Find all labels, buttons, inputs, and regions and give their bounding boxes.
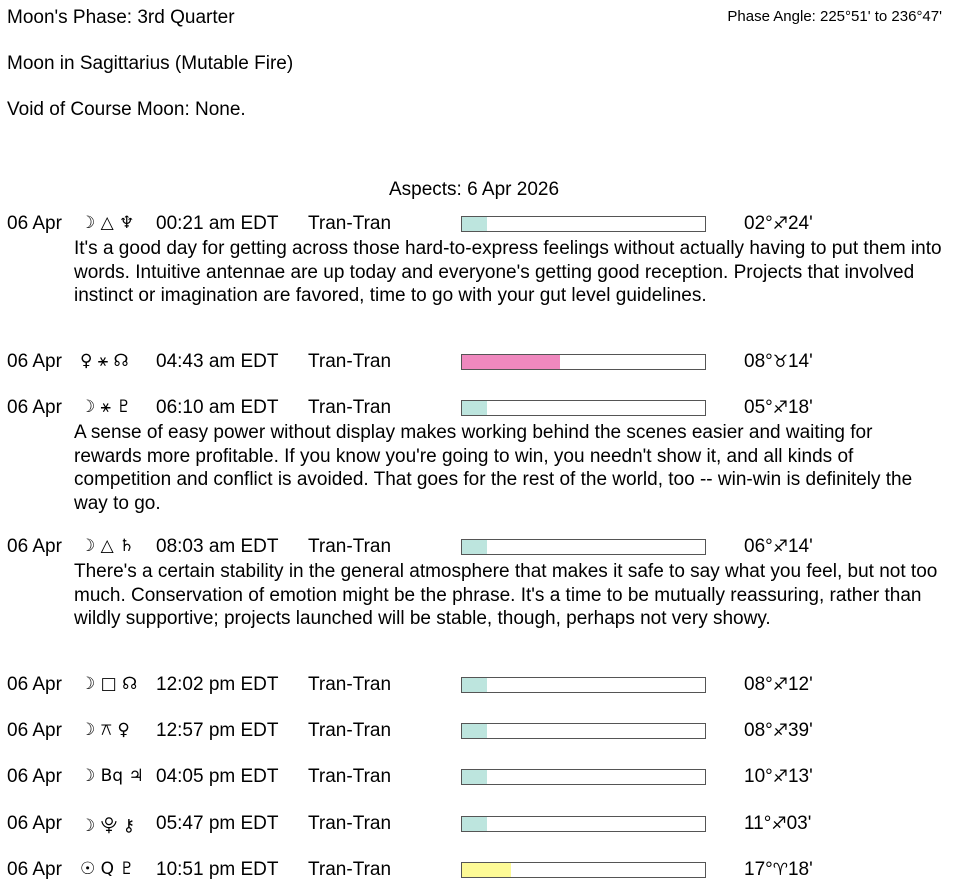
strength-bar-fill <box>462 401 487 415</box>
zodiac-sign-icon: ♐ <box>771 814 787 834</box>
position-minutes: 18' <box>787 859 813 880</box>
strength-bar <box>461 862 706 878</box>
aspect-date: 06 Apr <box>7 813 62 834</box>
position-degree: 17° <box>744 859 773 880</box>
zodiac-sign-icon: ♉ <box>772 352 788 372</box>
aspect-glyphs: ☽ △ ♄ <box>80 536 135 556</box>
aspect-entry <box>7 813 947 837</box>
aspect-type: Tran-Tran <box>308 397 392 418</box>
aspect-type: Tran-Tran <box>308 213 392 234</box>
aspect-date: 06 Apr <box>7 351 62 372</box>
aspect-date: 06 Apr <box>7 213 62 234</box>
aspect-entry <box>7 536 947 631</box>
aspect-time: 08:03 am EDT <box>156 536 279 557</box>
zodiac-sign-icon: ♐ <box>772 214 788 234</box>
aspect-glyphs: ☽ ⯓ ⚷ <box>80 816 136 836</box>
phase-angle: Phase Angle: 225°51' to 236°47' <box>727 8 942 25</box>
zodiac-sign-icon: ♐ <box>772 537 788 557</box>
aspect-line <box>7 397 947 421</box>
aspect-glyphs: ☽ Bq ♃ <box>80 766 144 786</box>
strength-bar <box>461 216 706 232</box>
aspect-position <box>744 674 813 696</box>
strength-bar <box>461 354 706 370</box>
zodiac-sign-icon: ♐ <box>772 767 788 787</box>
aspect-line <box>7 213 947 237</box>
aspect-time: 04:05 pm EDT <box>156 766 279 787</box>
strength-bar-fill <box>462 724 487 738</box>
position-degree: 10° <box>744 766 773 787</box>
aspect-position <box>744 213 813 235</box>
aspect-date: 06 Apr <box>7 674 62 695</box>
position-degree: 08° <box>744 351 773 372</box>
aspect-position <box>744 766 813 788</box>
aspect-type: Tran-Tran <box>308 813 392 834</box>
position-degree: 06° <box>744 536 773 557</box>
aspect-type: Tran-Tran <box>308 766 392 787</box>
aspect-line <box>7 351 947 375</box>
aspect-line <box>7 536 947 560</box>
aspect-position <box>744 720 813 742</box>
aspect-time: 10:51 pm EDT <box>156 859 279 880</box>
strength-bar <box>461 769 706 785</box>
strength-bar <box>461 677 706 693</box>
aspect-entry <box>7 397 947 515</box>
zodiac-sign-icon: ♐ <box>772 675 788 695</box>
aspect-position <box>744 397 813 419</box>
position-minutes: 24' <box>787 213 813 234</box>
aspect-entry <box>7 720 947 744</box>
aspect-description: A sense of easy power without display makes working behind the scenes easier and waiting for rewards more profitable. If you know you're going to win, you needn't show it, and all kinds of competition and conflict is avoided. That goes for the rest of the world, too -- win-win is definitely the way to go. <box>74 422 913 514</box>
position-degree: 02° <box>744 213 773 234</box>
aspect-line <box>7 813 947 837</box>
aspect-line <box>7 674 947 698</box>
aspect-time: 12:02 pm EDT <box>156 674 279 695</box>
strength-bar-fill <box>462 355 560 369</box>
aspect-position <box>744 536 813 558</box>
aspect-type: Tran-Tran <box>308 351 392 372</box>
aspect-time: 05:47 pm EDT <box>156 813 279 834</box>
position-minutes: 12' <box>787 674 813 695</box>
aspect-time: 12:57 pm EDT <box>156 720 279 741</box>
position-degree: 11° <box>744 813 772 834</box>
position-degree: 08° <box>744 674 773 695</box>
aspect-glyphs: ♀ ⚹ ☊ <box>80 351 129 371</box>
aspect-glyphs: ☽ ⚹ ♇ <box>80 397 132 417</box>
position-minutes: 13' <box>787 766 813 787</box>
aspect-date: 06 Apr <box>7 859 62 880</box>
aspect-date: 06 Apr <box>7 720 62 741</box>
void-of-course: Void of Course Moon: None. <box>7 99 246 120</box>
strength-bar <box>461 400 706 416</box>
position-degree: 05° <box>744 397 773 418</box>
moon-sign: Moon in Sagittarius (Mutable Fire) <box>7 53 294 74</box>
aspect-entry <box>7 674 947 698</box>
aspect-type: Tran-Tran <box>308 859 392 880</box>
aspect-type: Tran-Tran <box>308 536 392 557</box>
aspect-entry <box>7 859 947 883</box>
strength-bar-fill <box>462 863 511 877</box>
aspect-glyphs: ☽ ⚻ ♀ <box>80 720 130 740</box>
aspect-position <box>744 859 813 881</box>
zodiac-sign-icon: ♈ <box>772 860 788 880</box>
aspects-title: Aspects: 6 Apr 2026 <box>388 179 560 200</box>
position-minutes: 03' <box>786 813 812 834</box>
aspect-time: 00:21 am EDT <box>156 213 279 234</box>
aspect-glyphs: ☽ □ ☊ <box>80 674 138 694</box>
zodiac-sign-icon: ♐ <box>772 721 788 741</box>
aspect-line <box>7 766 947 790</box>
aspect-line <box>7 720 947 744</box>
aspect-line <box>7 859 947 883</box>
aspect-date: 06 Apr <box>7 536 62 557</box>
aspect-glyphs: ☽ △ ♆ <box>80 213 135 233</box>
aspect-entry <box>7 351 947 375</box>
strength-bar-fill <box>462 678 487 692</box>
aspect-time: 06:10 am EDT <box>156 397 279 418</box>
aspect-position <box>744 351 813 373</box>
position-minutes: 39' <box>787 720 813 741</box>
aspect-description: It's a good day for getting across those hard-to-express feelings without actually having to put them into words. Intuitive antennae are up today and everyone's getting good reception. Projects that involved instinct or imagination are favored, time to go with your gut level guidelines. <box>74 238 942 306</box>
aspect-type: Tran-Tran <box>308 720 392 741</box>
aspect-date: 06 Apr <box>7 766 62 787</box>
position-minutes: 18' <box>787 397 813 418</box>
strength-bar <box>461 816 706 832</box>
aspect-position <box>744 813 811 835</box>
position-minutes: 14' <box>787 351 813 372</box>
aspect-date: 06 Apr <box>7 397 62 418</box>
position-minutes: 14' <box>787 536 813 557</box>
position-degree: 08° <box>744 720 773 741</box>
aspect-entry <box>7 213 947 308</box>
strength-bar-fill <box>462 540 487 554</box>
zodiac-sign-icon: ♐ <box>772 398 788 418</box>
aspect-time: 04:43 am EDT <box>156 351 279 372</box>
aspect-type: Tran-Tran <box>308 674 392 695</box>
strength-bar <box>461 539 706 555</box>
strength-bar-fill <box>462 217 487 231</box>
aspect-entry <box>7 766 947 790</box>
aspect-description: There's a certain stability in the general atmosphere that makes it safe to say what you feel, but not too much. Conservation of emotion might be the phrase. It's a time to be mutually reassuring, rather than wildly supportive; projects launched will be stable, though, perhaps not very showy. <box>74 561 938 629</box>
aspect-glyphs: ☉ Q ♇ <box>80 859 135 879</box>
moon-phase: Moon's Phase: 3rd Quarter <box>7 7 235 28</box>
strength-bar-fill <box>462 770 487 784</box>
strength-bar <box>461 723 706 739</box>
strength-bar-fill <box>462 817 487 831</box>
